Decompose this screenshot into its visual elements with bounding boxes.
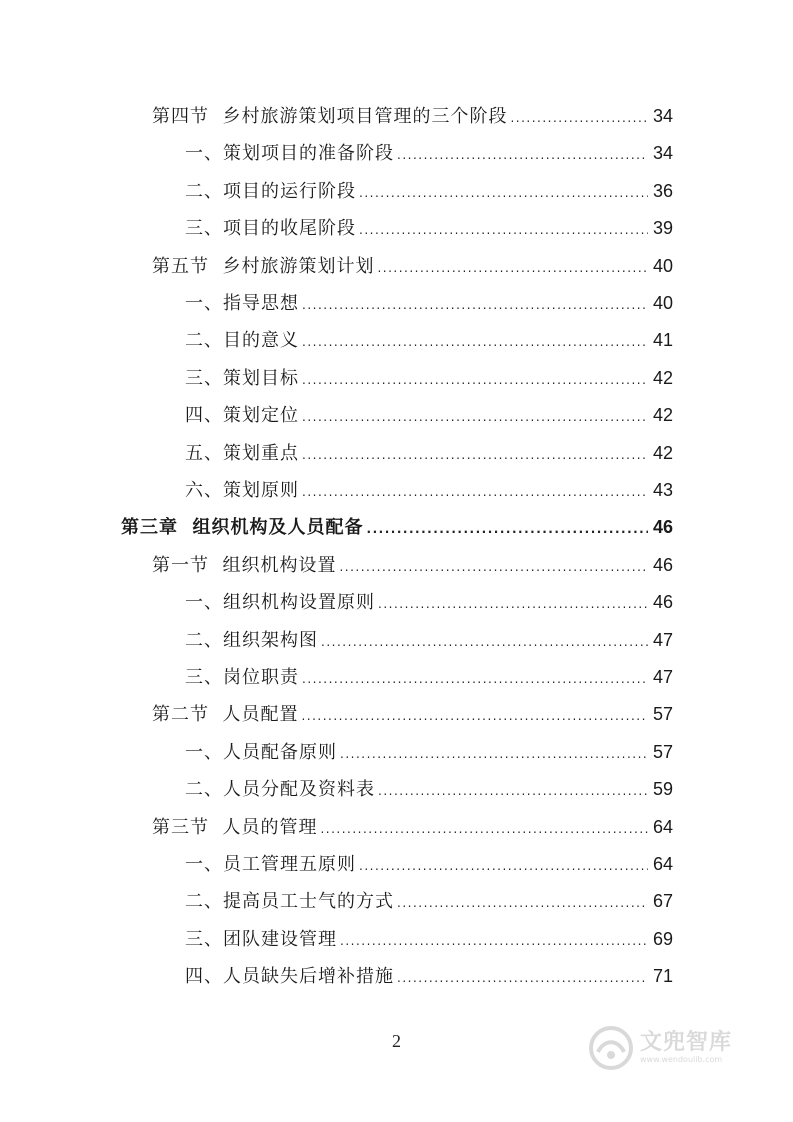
toc-entry-item[interactable] — [185, 924, 673, 954]
toc-entry-page: 67 — [652, 891, 673, 912]
toc-entry-title: 组织机构设置 — [222, 554, 337, 576]
page-number: 2 — [392, 1031, 401, 1051]
toc-entry-page: 46 — [652, 517, 673, 538]
toc-entry-title: 策划项目的准备阶段 — [223, 143, 394, 165]
toc-entry-page: 42 — [652, 367, 673, 388]
toc-dot-leader — [302, 327, 648, 357]
toc-entry-title: 员工管理五原则 — [223, 854, 356, 875]
toc-entry-number: 四、 — [185, 966, 223, 988]
watermark — [588, 1020, 758, 1076]
toc-entry-number: 第三节 — [152, 816, 223, 838]
toc-dot-leader — [367, 514, 648, 544]
toc-entry-title: 团队建设管理 — [223, 928, 337, 950]
toc-entry-page: 41 — [652, 330, 673, 351]
toc-dot-leader — [359, 215, 648, 245]
toc-entry-item[interactable] — [185, 774, 673, 804]
toc-entry-title: 项目的收尾阶段 — [223, 218, 356, 240]
toc-entry-number: 第五节 — [152, 255, 223, 277]
toc-entry-item[interactable] — [185, 587, 673, 617]
toc-dot-leader — [377, 253, 648, 283]
toc-dot-leader — [397, 140, 648, 170]
toc-entry-section[interactable] — [152, 550, 673, 580]
toc-entry-section[interactable] — [152, 251, 673, 281]
toc-entry-page: 36 — [652, 180, 673, 201]
toc-entry-page: 34 — [652, 106, 673, 126]
toc-entry-item[interactable] — [185, 662, 673, 692]
toc-entry-number: 一、 — [185, 854, 223, 875]
toc-entry-title: 指导思想 — [223, 293, 299, 314]
toc-entry-item[interactable] — [185, 138, 673, 168]
toc-dot-leader — [359, 851, 648, 881]
toc-entry-number: 五、 — [185, 442, 223, 464]
toc-dot-leader — [302, 440, 648, 470]
toc-entry-number: 第二节 — [152, 704, 223, 726]
toc-entry-number: 三、 — [185, 667, 223, 688]
toc-entry-number: 二、 — [185, 779, 223, 801]
toc-dot-leader — [359, 178, 648, 208]
toc-entry-page: 47 — [652, 667, 673, 687]
toc-entry-title: 人员缺失后增补措施 — [223, 966, 394, 988]
toc-entry-title: 目的意义 — [223, 330, 299, 352]
toc-entry-section[interactable] — [152, 101, 673, 131]
toc-entry-number: 六、 — [185, 480, 223, 501]
toc-entry-number: 第三章 — [121, 517, 193, 539]
toc-entry-title: 人员配置 — [222, 704, 299, 726]
toc-dot-leader — [397, 963, 648, 993]
toc-entry-number: 一、 — [185, 592, 223, 614]
toc-entry-item[interactable] — [185, 213, 673, 243]
toc-entry-page: 46 — [652, 554, 673, 575]
toc-dot-leader — [378, 776, 648, 806]
toc-entry-number: 一、 — [185, 741, 223, 763]
toc-entry-item[interactable] — [185, 438, 673, 468]
toc-entry-page: 57 — [652, 704, 673, 725]
toc-entry-item[interactable] — [185, 288, 673, 318]
toc-entry-section[interactable] — [152, 812, 673, 842]
toc-entry-title: 策划目标 — [223, 367, 299, 389]
toc-dot-leader — [302, 290, 648, 320]
toc-entry-page: 57 — [652, 741, 673, 762]
watermark-name: 文兜智库 — [640, 1030, 733, 1055]
toc-dot-leader — [378, 589, 648, 619]
toc-entry-number: 二、 — [185, 629, 223, 651]
toc-entry-number: 三、 — [185, 218, 223, 240]
toc-entry-page: 64 — [652, 816, 673, 837]
toc-entry-title: 策划原则 — [223, 480, 299, 501]
toc-entry-number: 二、 — [185, 330, 223, 352]
toc-entry-number: 第四节 — [152, 106, 223, 127]
toc-dot-leader — [397, 888, 648, 918]
toc-entry-title: 乡村旅游策划项目管理的三个阶段 — [222, 106, 508, 127]
toc-entry-item[interactable] — [185, 625, 673, 655]
toc-entry-item[interactable] — [185, 363, 673, 393]
toc-entry-number: 三、 — [185, 928, 223, 950]
toc-entry-chapter[interactable] — [121, 512, 673, 542]
toc-entry-title: 人员的管理 — [222, 816, 318, 838]
toc-entry-number: 第一节 — [152, 554, 223, 576]
toc-entry-item[interactable] — [185, 400, 673, 430]
toc-entry-page: 46 — [652, 592, 673, 613]
toc-entry-page: 42 — [652, 405, 673, 426]
toc-entry-title: 项目的运行阶段 — [223, 180, 356, 202]
toc-entry-number: 三、 — [185, 367, 223, 389]
toc-entry-page: 42 — [652, 442, 673, 463]
toc-entry-title: 组织机构设置原则 — [223, 592, 375, 614]
toc-entry-page: 40 — [652, 255, 673, 276]
toc-dot-leader — [302, 365, 648, 395]
toc-dot-leader — [340, 739, 648, 769]
toc-entry-item[interactable] — [185, 886, 673, 916]
toc-entry-number: 一、 — [185, 293, 223, 314]
toc-entry-page: 64 — [652, 854, 673, 874]
toc-entry-number: 二、 — [185, 891, 223, 913]
toc-entry-title: 岗位职责 — [223, 667, 299, 688]
toc-entry-page: 71 — [652, 966, 673, 987]
toc-entry-title: 人员配备原则 — [223, 741, 337, 763]
toc-entry-page: 43 — [652, 480, 673, 500]
wendou-logo-icon — [588, 1025, 634, 1071]
toc-dot-leader — [339, 552, 648, 582]
toc-entry-page: 34 — [652, 143, 673, 164]
toc-entry-item[interactable] — [185, 176, 673, 206]
toc-entry-page: 59 — [652, 779, 673, 800]
toc-entry-number: 二、 — [185, 180, 223, 202]
toc-dot-leader — [320, 814, 648, 844]
toc-dot-leader — [321, 627, 648, 657]
toc-entry-title: 组织架构图 — [223, 629, 318, 651]
toc-entry-title: 策划定位 — [223, 405, 299, 427]
toc-entry-title: 策划重点 — [223, 442, 299, 464]
toc-entry-item[interactable] — [185, 849, 673, 879]
toc-entry-page: 69 — [652, 928, 673, 949]
toc-dot-leader — [340, 926, 648, 956]
toc-entry-item[interactable] — [185, 325, 673, 355]
toc-entry-item[interactable] — [185, 475, 673, 505]
toc-entry-number: 一、 — [185, 143, 223, 165]
toc-entry-page: 39 — [652, 218, 673, 239]
watermark-url: www.wendoulib.com — [640, 1055, 723, 1064]
toc-dot-leader — [301, 701, 648, 731]
toc-dot-leader — [302, 664, 648, 694]
toc-entry-number: 四、 — [185, 405, 223, 427]
toc-entry-section[interactable] — [152, 699, 673, 729]
toc-entry-item[interactable] — [185, 737, 673, 767]
toc-entry-page: 47 — [652, 629, 673, 650]
toc-entry-title: 组织机构及人员配备 — [192, 517, 364, 539]
toc-entry-title: 提高员工士气的方式 — [223, 891, 394, 913]
toc-entry-title: 乡村旅游策划计划 — [222, 255, 375, 277]
toc-dot-leader — [302, 402, 648, 432]
toc-entry-page: 40 — [652, 293, 673, 313]
toc-entry-item[interactable] — [185, 961, 673, 991]
toc-dot-leader — [302, 477, 648, 507]
toc-dot-leader — [510, 103, 648, 133]
toc-entry-title: 人员分配及资料表 — [223, 779, 375, 801]
